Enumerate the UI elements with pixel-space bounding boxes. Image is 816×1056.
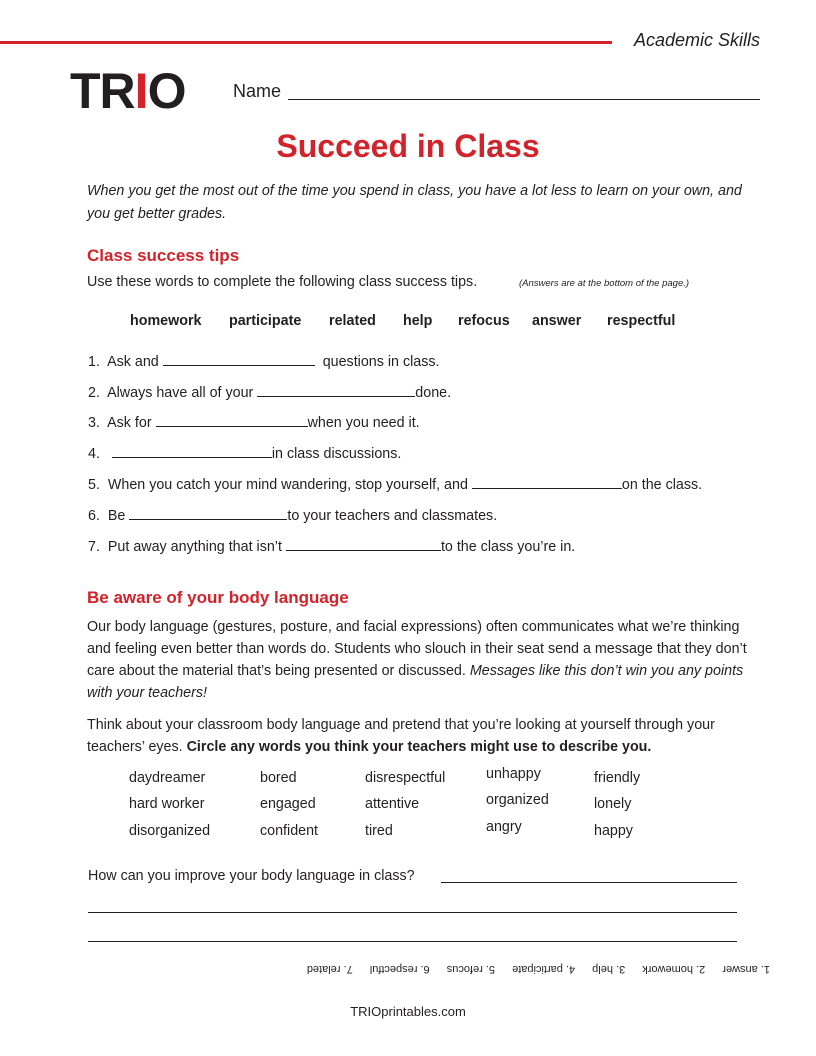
answer-key-item: 6. respectful: [369, 963, 430, 975]
page-title: Succeed in Class: [276, 128, 540, 164]
tip-text: Be: [107, 508, 126, 524]
paragraph-text: Think about your classroom body language and pretend that you’re looking at yourself through your teachers’ eyes.: [87, 717, 715, 755]
tip-item: [88, 474, 702, 493]
tip-item: [88, 443, 401, 462]
tip-blank[interactable]: [472, 474, 622, 489]
tip-text: to the class you’re in.: [440, 539, 576, 555]
word-bank-item: related: [329, 313, 376, 329]
answer-key-item: 4. participate: [512, 963, 576, 975]
answer-key-upside-down: [230, 963, 770, 975]
tip-item: [88, 382, 451, 401]
word-bank-item: help: [403, 313, 433, 329]
descriptor-word[interactable]: unhappy: [486, 766, 541, 782]
descriptor-word[interactable]: lonely: [594, 796, 632, 812]
tip-number: 5.: [88, 477, 100, 493]
word-bank-item: respectful: [607, 313, 676, 329]
word-bank-item: refocus: [458, 313, 510, 329]
descriptor-word[interactable]: happy: [594, 823, 633, 839]
word-bank-item: homework: [130, 313, 202, 329]
tip-text: Ask for: [107, 415, 152, 431]
tip-item: [88, 412, 420, 431]
paragraph-bold: Circle any words you think your teachers might use to describe you.: [186, 739, 652, 755]
tip-text: Put away anything that isn’t: [107, 539, 282, 555]
descriptor-word[interactable]: disrespectful: [365, 770, 446, 786]
descriptor-word[interactable]: angry: [486, 819, 522, 835]
tip-text: done.: [415, 385, 452, 401]
header-rule: [0, 41, 612, 44]
paragraph-text: Our body language (gestures, posture, and facial expressions) often communicates what we’re thinking and feeling even better than words do. Students who slouch in their seat send a message that they don’t care about the material that’s being presented or discussed.: [87, 619, 747, 679]
tips-heading: Class success tips: [87, 246, 240, 265]
body-language-paragraph: [87, 616, 757, 704]
tip-number: 1.: [88, 354, 100, 370]
tip-blank[interactable]: [156, 412, 308, 427]
descriptor-word[interactable]: tired: [365, 823, 393, 839]
tip-blank[interactable]: [129, 505, 287, 520]
category-label: Academic Skills: [634, 30, 761, 50]
tip-item: [88, 351, 440, 370]
tip-text: to your teachers and classmates.: [287, 508, 498, 524]
answers-note: (Answers are at the bottom of the page.): [519, 278, 690, 289]
descriptor-word[interactable]: bored: [260, 770, 297, 786]
tip-text: when you need it.: [307, 415, 420, 431]
descriptor-word[interactable]: organized: [486, 792, 549, 808]
answer-key-item: 7. related: [306, 963, 353, 975]
name-label: Name: [233, 81, 282, 101]
logo-text-o: O: [147, 63, 186, 119]
answer-key-item: 2. homework: [642, 963, 706, 975]
tip-text: questions in class.: [322, 354, 440, 370]
word-bank-item: participate: [229, 313, 302, 329]
answer-line[interactable]: [88, 941, 737, 942]
tip-item: [88, 505, 497, 524]
tip-text: Always have all of your: [107, 385, 254, 401]
tip-item: [88, 536, 575, 555]
logo-text-tr: TR: [70, 63, 135, 119]
descriptor-word[interactable]: friendly: [594, 770, 641, 786]
word-bank-item: answer: [532, 313, 582, 329]
descriptor-word[interactable]: confident: [260, 823, 319, 839]
answer-key-item: 3. help: [592, 963, 626, 975]
paragraph-emphasis: Messages like this don’t win you any points with your teachers!: [87, 663, 744, 701]
descriptor-word[interactable]: disorganized: [129, 823, 211, 839]
trio-logo: [70, 63, 186, 119]
tips-instructions: Use these words to complete the following class success tips.: [87, 274, 478, 290]
improve-question: How can you improve your body language in class?: [88, 868, 415, 884]
tip-text: on the class.: [621, 477, 703, 493]
footer-url[interactable]: TRIOprintables.com: [350, 1004, 466, 1019]
tip-blank[interactable]: [257, 382, 415, 397]
tip-blank[interactable]: [112, 443, 272, 458]
answer-line[interactable]: [441, 882, 737, 883]
logo-text-i: I: [134, 63, 148, 119]
tip-number: 7.: [88, 539, 100, 555]
body-language-heading: Be aware of your body language: [87, 588, 349, 607]
tip-number: 2.: [88, 385, 100, 401]
answer-key-item: 5. refocus: [446, 963, 496, 975]
tip-number: 6.: [88, 508, 100, 524]
answer-key-item: 1. answer: [722, 963, 770, 975]
tip-number: 4.: [88, 446, 100, 462]
descriptor-word[interactable]: attentive: [365, 796, 420, 812]
tip-number: 3.: [88, 415, 100, 431]
tip-text: When you catch your mind wandering, stop yourself, and: [107, 477, 468, 493]
descriptor-word[interactable]: daydreamer: [129, 770, 206, 786]
tip-blank[interactable]: [163, 351, 315, 366]
answer-line[interactable]: [88, 912, 737, 913]
name-field[interactable]: [288, 99, 760, 100]
descriptor-word[interactable]: hard worker: [129, 796, 205, 812]
tip-text: Ask and: [107, 354, 159, 370]
instruction-paragraph: [87, 714, 757, 758]
tip-text: in class discussions.: [271, 446, 402, 462]
descriptor-word[interactable]: engaged: [260, 796, 316, 812]
intro-text: When you get the most out of the time you spend in class, you have a lot less to learn on your own, and you get better grades.: [87, 183, 742, 222]
tip-blank[interactable]: [286, 536, 441, 551]
